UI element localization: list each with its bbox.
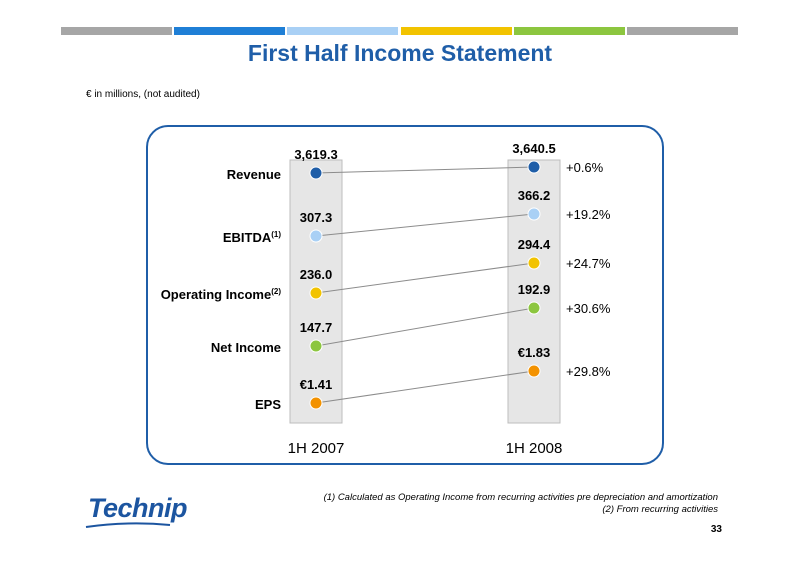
data-label: 366.2 xyxy=(517,188,551,203)
data-point xyxy=(528,257,540,269)
period-label: 1H 2008 xyxy=(505,440,563,457)
change-label: +0.6% xyxy=(566,160,604,175)
data-label: 147.7 xyxy=(299,320,333,335)
data-label: 192.9 xyxy=(517,282,551,297)
page-number: 33 xyxy=(710,524,722,535)
series-line xyxy=(316,371,534,403)
data-point xyxy=(310,397,322,409)
data-label: 236.0 xyxy=(299,267,333,282)
data-point xyxy=(310,230,322,242)
series-line xyxy=(316,214,534,236)
series-label: Net Income xyxy=(210,340,281,355)
series-label: Revenue xyxy=(226,167,281,182)
data-point xyxy=(310,287,322,299)
data-point xyxy=(528,302,540,314)
data-point xyxy=(310,167,322,179)
data-label: 307.3 xyxy=(299,210,333,225)
period-label: 1H 2007 xyxy=(287,440,345,457)
logo-swoosh-icon xyxy=(84,521,172,529)
footnote-2: (2) From recurring activities xyxy=(602,504,718,515)
technip-logo: Technip xyxy=(88,493,188,523)
series-line xyxy=(316,263,534,293)
data-label: €1.83 xyxy=(517,345,551,360)
series-label: Operating Income$^{(2)}$ xyxy=(160,287,281,302)
series-line xyxy=(316,308,534,346)
data-point xyxy=(528,161,540,173)
data-point xyxy=(528,365,540,377)
change-label: +30.6% xyxy=(566,301,611,316)
change-label: +24.7% xyxy=(566,256,611,271)
footnote-1: (1) Calculated as Operating Income from recurring activities pre depreciation and amortization xyxy=(323,492,718,503)
page-title: First Half Income Statement xyxy=(247,40,553,66)
data-label: 3,619.3 xyxy=(294,147,338,162)
data-point xyxy=(528,208,540,220)
data-point xyxy=(310,340,322,352)
change-label: +19.2% xyxy=(566,207,611,222)
series-label: EPS xyxy=(254,397,281,412)
data-label: 3,640.5 xyxy=(512,141,556,156)
change-label: +29.8% xyxy=(566,364,611,379)
units-note: € in millions, (not audited) xyxy=(86,89,200,100)
series-line xyxy=(316,167,534,173)
series-label: EBITDA$^{(1)}$ xyxy=(222,230,281,245)
data-label: 294.4 xyxy=(517,237,551,252)
data-label: €1.41 xyxy=(299,377,333,392)
